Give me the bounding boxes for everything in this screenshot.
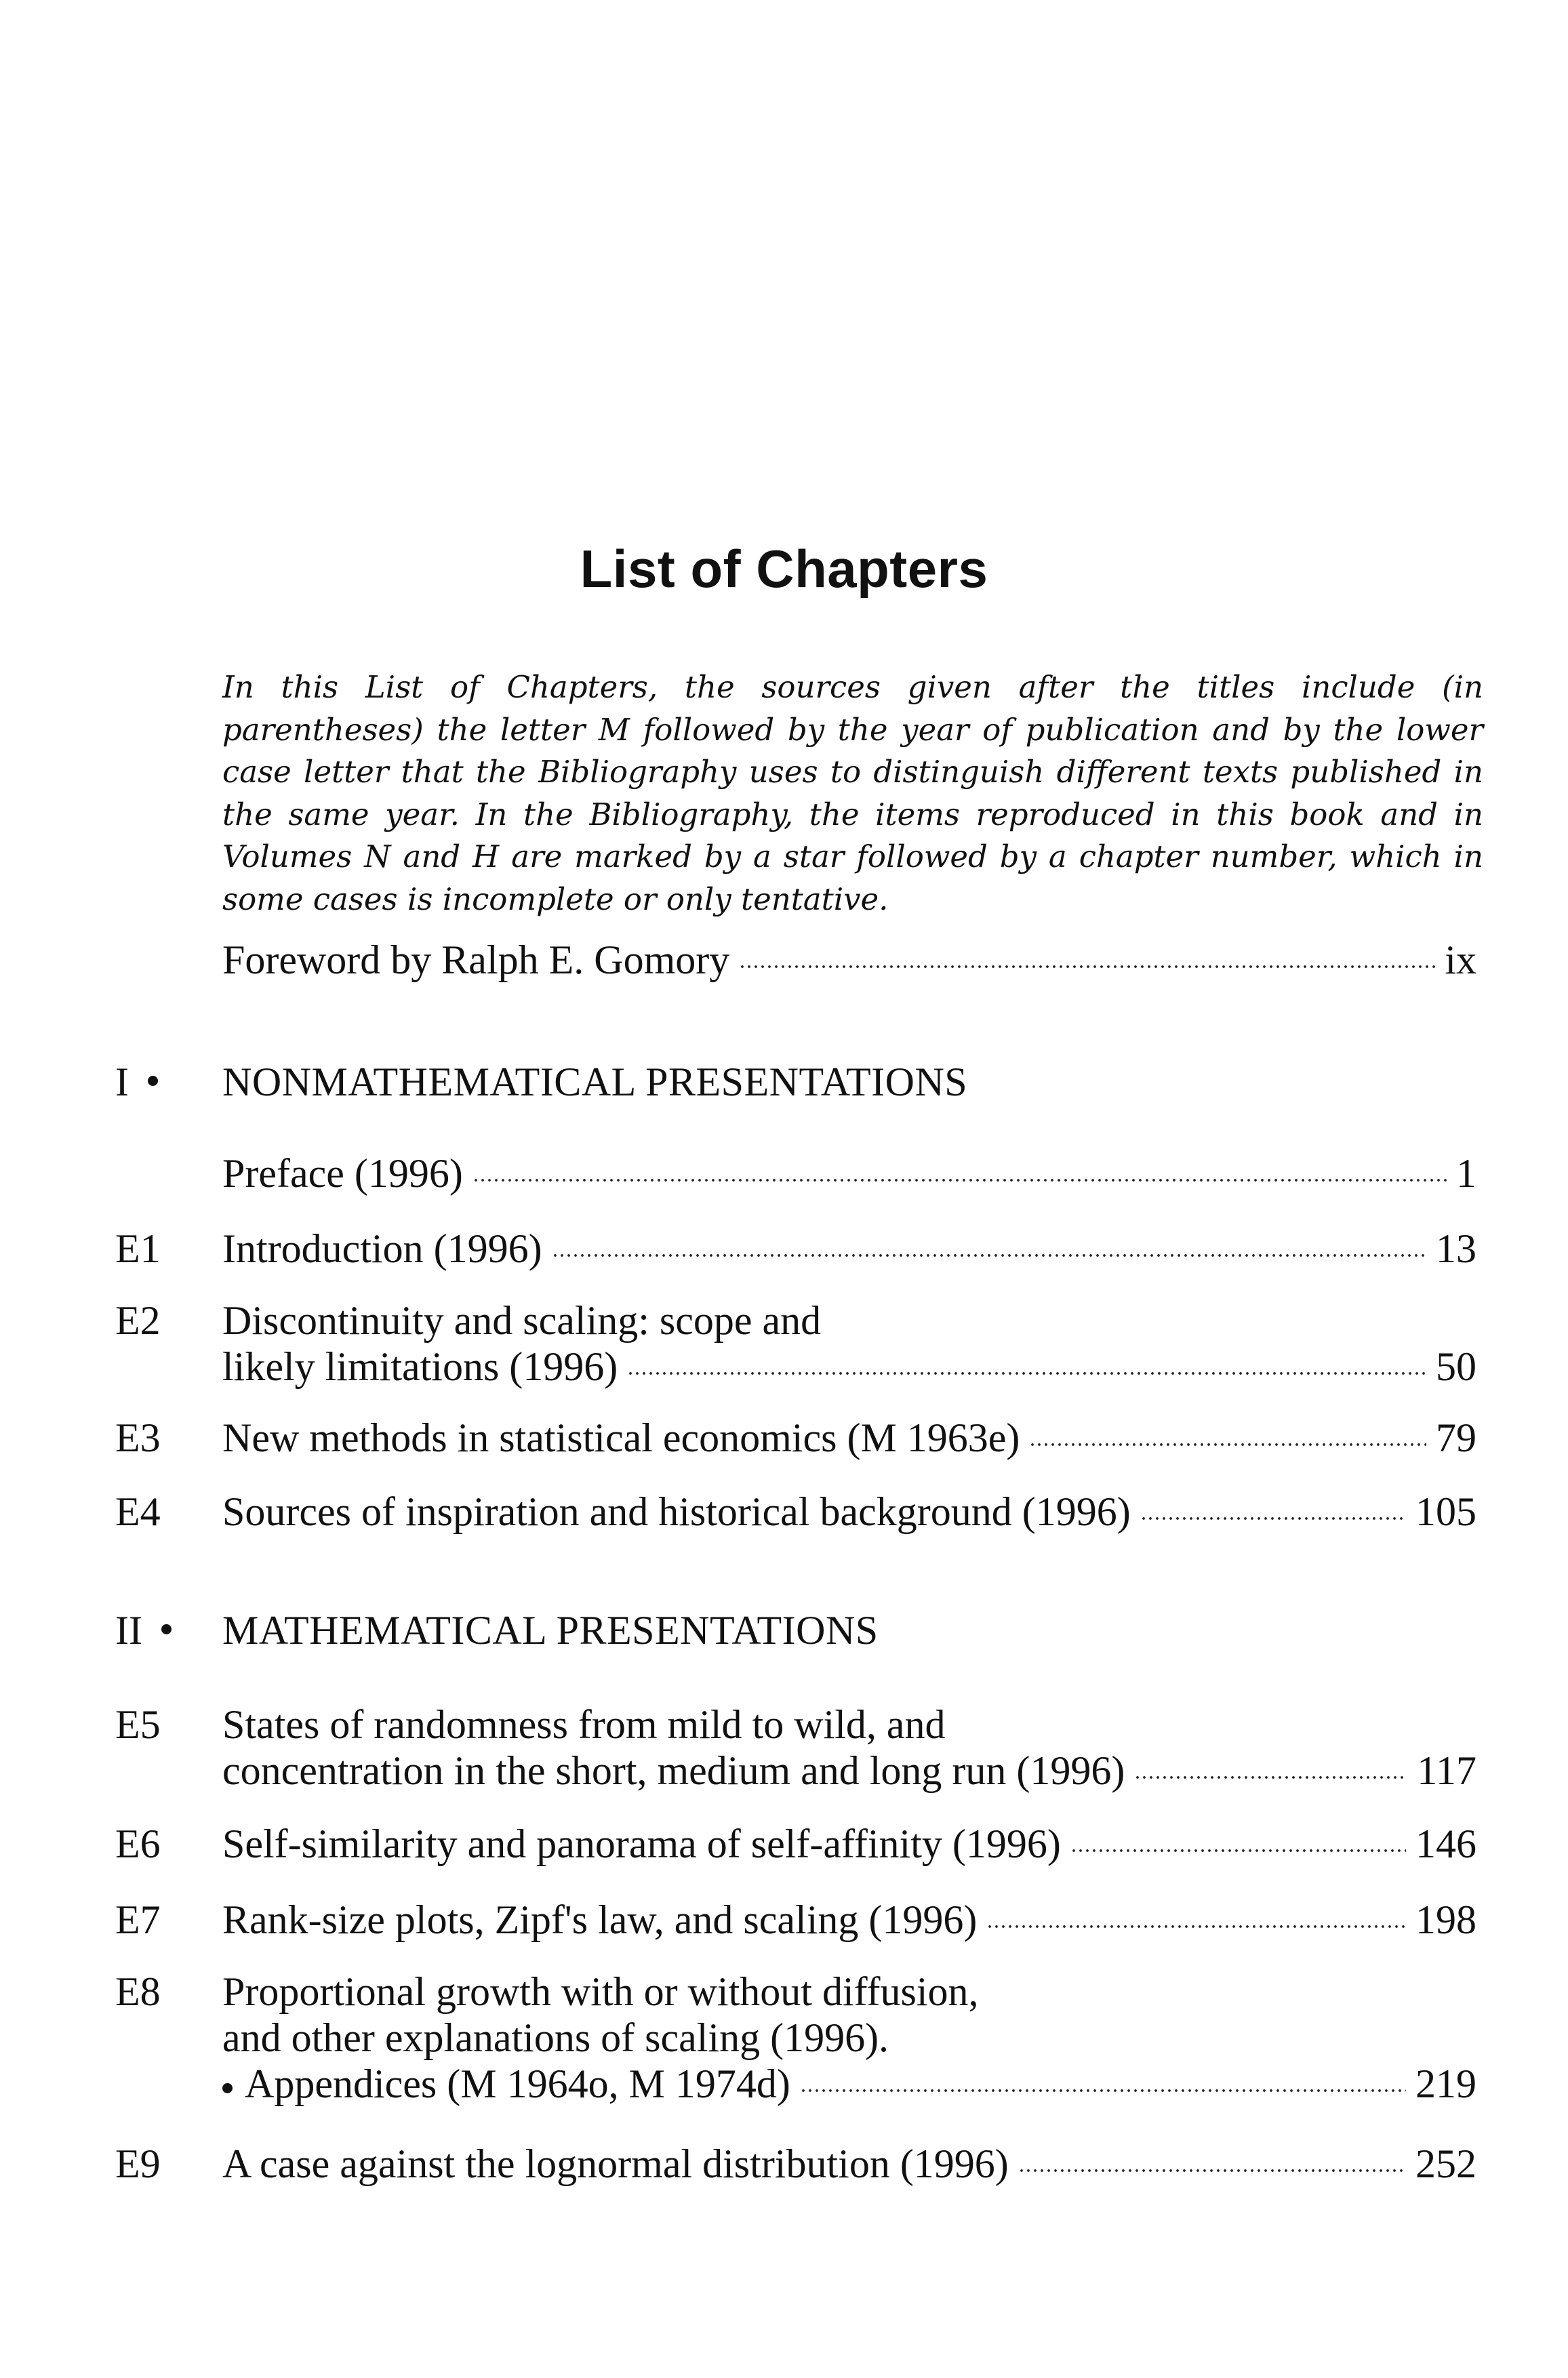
part-numeral: I [115,1062,167,1102]
chapter-number: E2 [115,1298,161,1343]
part-title: NONMATHEMATICAL PRESENTATIONS [222,1060,968,1104]
toc-title: States of randomness from mild to wild, and [222,1702,946,1747]
chapter-number: E5 [115,1702,161,1747]
dot-leader [552,1254,1426,1257]
chapter-number: E6 [115,1821,161,1866]
chapter-number: E8 [115,1969,161,2014]
page-title: List of Chapters [580,539,988,599]
toc-title: Foreword by Ralph E. Gomory [222,938,730,982]
chapter-number: E3 [115,1415,161,1460]
dot-leader [473,1179,1447,1182]
page-number: 117 [1417,1748,1476,1793]
chapter-number: E1 [115,1226,161,1271]
page-number: 105 [1415,1489,1476,1534]
page-number: 219 [1415,2061,1476,2106]
intro-paragraph: In this List of Chapters, the sources given after the titles include (in parentheses) the letter M followed by the year of publication and by the lower case letter that the Bibliography uses to distinguish different texts published in the same year. In the Bibliography, the items reproduced in this book and in Volumes N and H are marked by a star followed by a chapter number, which in some cases is incomplete or only tentative. [222,669,1483,917]
toc-title: New methods in statistical economics (M 1963e) [222,1415,1020,1460]
dot-leader [1070,1849,1406,1852]
page-number: 198 [1415,1897,1476,1942]
page-number: ix [1445,938,1476,982]
dot-leader [1029,1443,1426,1446]
page-number: 13 [1436,1226,1476,1271]
toc-title: Preface (1996) [222,1151,463,1196]
dot-leader [1134,1776,1407,1779]
toc-title: Sources of inspiration and historical background (1996) [222,1489,1131,1534]
chapter-number: E4 [115,1489,161,1534]
bullet-icon [222,2083,233,2093]
part-numeral: II [115,1610,181,1651]
dot-leader [800,2089,1406,2092]
bullet-icon [148,1076,158,1086]
page-number: 79 [1436,1415,1476,1460]
dot-leader [986,1925,1406,1928]
chapter-number: E9 [115,2141,161,2186]
chapter-number: E7 [115,1897,161,1942]
toc-title: and other explanations of scaling (1996). [222,2015,889,2060]
toc-title: likely limitations (1996) [222,1344,618,1389]
toc-title: Self-similarity and panorama of self-affinity (1996) [222,1821,1061,1866]
dot-leader [1140,1517,1406,1520]
part-title: MATHEMATICAL PRESENTATIONS [222,1608,879,1653]
toc-title: A case against the lognormal distribution (1996) [222,2141,1009,2186]
dot-leader [1018,2169,1406,2172]
toc-title: Appendices (M 1964o, M 1974d) [245,2061,790,2106]
dot-leader [627,1372,1426,1375]
toc-title: Discontinuity and scaling: scope and [222,1298,822,1343]
page-number: 50 [1436,1344,1476,1389]
page-number: 146 [1415,1821,1476,1866]
toc-title: concentration in the short, medium and long run (1996) [222,1748,1125,1793]
toc-title: Introduction (1996) [222,1226,542,1271]
page-number: 252 [1415,2141,1476,2186]
toc-title: Proportional growth with or without diffusion, [222,1969,979,2014]
toc-title: Rank-size plots, Zipf's law, and scaling (1996) [222,1897,978,1942]
dot-leader [739,965,1435,968]
bullet-icon [161,1624,172,1634]
page-number: 1 [1456,1151,1476,1196]
